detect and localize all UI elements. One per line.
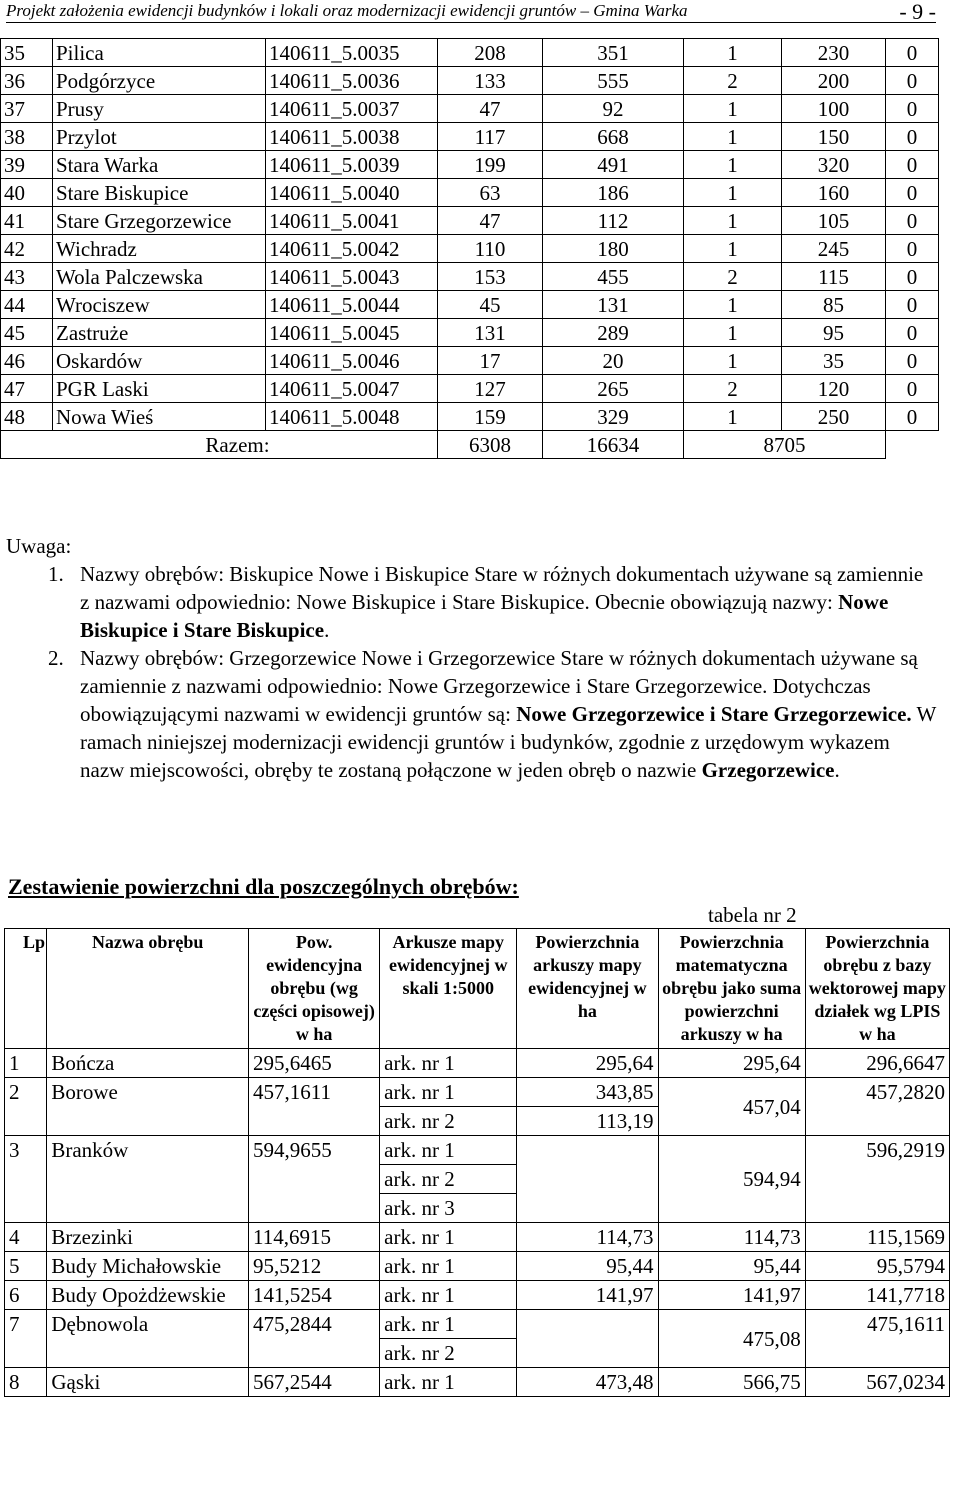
table-cell: 120 xyxy=(782,375,886,403)
table-cell: 0 xyxy=(886,347,939,375)
table-row xyxy=(1,67,939,95)
table-cell: 45 xyxy=(438,291,543,319)
table-cell: 1 xyxy=(684,319,782,347)
table-cell: 38 xyxy=(1,123,53,151)
table-cell: 351 xyxy=(543,39,684,67)
table-row xyxy=(1,319,939,347)
table-cell: 160 xyxy=(782,179,886,207)
table-cell: 329 xyxy=(543,403,684,431)
table-row xyxy=(1,207,939,235)
table-cell: 110 xyxy=(438,235,543,263)
table-cell: 320 xyxy=(782,151,886,179)
table-cell: 47 xyxy=(1,375,53,403)
col-pow: Pow. ewidencyjna obrębu (wg części opisowej) w ha xyxy=(249,929,380,1049)
table-row xyxy=(1,151,939,179)
table-cell: 127 xyxy=(438,375,543,403)
table-row: 2 Borowe 457,1611 ark. nr 1 343,85 457,04 457,2820 xyxy=(5,1078,950,1107)
table-row xyxy=(1,123,939,151)
table-cell: 140611_5.0048 xyxy=(266,403,438,431)
table-cell: 668 xyxy=(543,123,684,151)
table-cell: 92 xyxy=(543,95,684,123)
table-cell: 36 xyxy=(1,67,53,95)
table-cell: 1 xyxy=(684,235,782,263)
table-row: 8 Gąski 567,2544 ark. nr 1 473,48 566,75 567,0234 xyxy=(5,1368,950,1397)
table-cell: 140611_5.0040 xyxy=(266,179,438,207)
table-cell: 63 xyxy=(438,179,543,207)
table-cell: 0 xyxy=(886,179,939,207)
table-cell: 2 xyxy=(684,375,782,403)
col-lp: Lp xyxy=(5,929,47,1049)
table-cell: 140611_5.0038 xyxy=(266,123,438,151)
table-cell: 44 xyxy=(1,291,53,319)
col-pa: Powierzchnia arkuszy mapy ewidencyjnej w ha xyxy=(517,929,658,1049)
table-row xyxy=(1,403,939,431)
table-cell: Stare Biskupice xyxy=(53,179,266,207)
header-title: Projekt założenia ewidencji budynków i lokali oraz modernizacji ewidencji gruntów – Gmina Warka xyxy=(6,1,688,20)
table-cell: 140611_5.0036 xyxy=(266,67,438,95)
table-cell: 17 xyxy=(438,347,543,375)
table-row: 5 Budy Michałowskie 95,5212 ark. nr 1 95,44 95,44 95,5794 xyxy=(5,1252,950,1281)
table-row: 4 Brzezinki 114,6915 ark. nr 1 114,73 114,73 115,1569 xyxy=(5,1223,950,1252)
table-cell: 140611_5.0043 xyxy=(266,263,438,291)
table-cell: 47 xyxy=(438,207,543,235)
table-cell: 555 xyxy=(543,67,684,95)
table-row: ark. nr 3 xyxy=(5,1194,950,1223)
table-cell: 41 xyxy=(1,207,53,235)
table-cell: 131 xyxy=(438,319,543,347)
table-cell: 245 xyxy=(782,235,886,263)
table-cell: 140611_5.0041 xyxy=(266,207,438,235)
table-row: 3 Branków 594,9655 ark. nr 1 594,94 596,2919 xyxy=(5,1136,950,1165)
table-row: ark. nr 2 113,19 xyxy=(5,1107,950,1136)
table-cell: 131 xyxy=(543,291,684,319)
table-cell: 35 xyxy=(1,39,53,67)
table-row: 7 Dębnowola 475,2844 ark. nr 1 475,08 475,1611 xyxy=(5,1310,950,1339)
table-cell: 0 xyxy=(886,207,939,235)
table-cell: 105 xyxy=(782,207,886,235)
table-cell: 115 xyxy=(782,263,886,291)
total-row xyxy=(1,431,939,459)
table-cell: 455 xyxy=(543,263,684,291)
table-cell: Oskardów xyxy=(53,347,266,375)
table-cell: 0 xyxy=(886,235,939,263)
table-cell: Przylot xyxy=(53,123,266,151)
table-cell: 199 xyxy=(438,151,543,179)
table-row xyxy=(1,375,939,403)
notes-heading: Uwaga: xyxy=(6,534,72,558)
table-cell: 186 xyxy=(543,179,684,207)
table-cell: 45 xyxy=(1,319,53,347)
table-cell: 0 xyxy=(886,263,939,291)
table-cell: 140611_5.0044 xyxy=(266,291,438,319)
table-cell: 140611_5.0047 xyxy=(266,375,438,403)
table-cell: 0 xyxy=(886,123,939,151)
table-cell: 250 xyxy=(782,403,886,431)
table-cell: 150 xyxy=(782,123,886,151)
table-cell: 491 xyxy=(543,151,684,179)
table-row xyxy=(1,263,939,291)
table-cell: 2 xyxy=(684,67,782,95)
table-cell: 200 xyxy=(782,67,886,95)
col-name: Nazwa obrębu xyxy=(47,929,249,1049)
table-cell: 0 xyxy=(886,403,939,431)
table-cell: 1 xyxy=(684,39,782,67)
table-row: 6 Budy Opożdżewskie 141,5254 ark. nr 1 141,97 141,97 141,7718 xyxy=(5,1281,950,1310)
table-cell: 42 xyxy=(1,235,53,263)
table-cell: 230 xyxy=(782,39,886,67)
notes xyxy=(6,532,936,784)
table-cell: 289 xyxy=(543,319,684,347)
table-cell: Wrociszew xyxy=(53,291,266,319)
table-cell: Wola Palczewska xyxy=(53,263,266,291)
table-cell: 39 xyxy=(1,151,53,179)
table-cell: 1 xyxy=(684,207,782,235)
table-cell: 48 xyxy=(1,403,53,431)
table-cell: Zastruże xyxy=(53,319,266,347)
table-cell: 43 xyxy=(1,263,53,291)
table-cell: 140611_5.0035 xyxy=(266,39,438,67)
table-cell: 46 xyxy=(1,347,53,375)
table-row xyxy=(1,291,939,319)
table-cell: 180 xyxy=(543,235,684,263)
table-cell: 140611_5.0037 xyxy=(266,95,438,123)
table-cell: 95 xyxy=(782,319,886,347)
table-label: tabela nr 2 xyxy=(708,903,797,927)
table-cell: 0 xyxy=(886,39,939,67)
table-cell: 0 xyxy=(886,95,939,123)
table-cell: 40 xyxy=(1,179,53,207)
table-cell: 140611_5.0045 xyxy=(266,319,438,347)
table-row xyxy=(1,235,939,263)
table-row: 1 Bończa 295,6465 ark. nr 1 295,64 295,64 296,6647 xyxy=(5,1049,950,1078)
table-row xyxy=(1,95,939,123)
table-cell: 117 xyxy=(438,123,543,151)
table-cell: 20 xyxy=(543,347,684,375)
page-header xyxy=(6,0,936,23)
table-cell: 0 xyxy=(886,291,939,319)
table-cell: 208 xyxy=(438,39,543,67)
table-cell: 1 xyxy=(684,179,782,207)
table-cell: 0 xyxy=(886,319,939,347)
table-row xyxy=(1,39,939,67)
table-row xyxy=(1,179,939,207)
area-table xyxy=(4,928,950,1397)
area-table-header xyxy=(5,929,950,1049)
note-1: 1. Nazwy obrębów: Biskupice Nowe i Biskupice Stare w różnych dokumentach używane są zamiennie z nazwami odpowiednio: Nowe Biskupice i Stare Biskupice. Obecnie obowiązują nazwy: Nowe Biskupice i Stare Biskupice. xyxy=(48,562,924,642)
total-2: 16634 xyxy=(543,431,684,459)
table-cell: 1 xyxy=(684,291,782,319)
table-cell: PGR Laski xyxy=(53,375,266,403)
table-cell: 100 xyxy=(782,95,886,123)
col-pm: Powierzchnia matematyczna obrębu jako suma powierzchni arkuszy w ha xyxy=(658,929,805,1049)
table-cell: 0 xyxy=(886,67,939,95)
table-cell: 265 xyxy=(543,375,684,403)
total-label: Razem: xyxy=(1,431,438,459)
page-number: - 9 - xyxy=(899,0,936,24)
note-2: 2. Nazwy obrębów: Grzegorzewice Nowe i Grzegorzewice Stare w różnych dokumentach używane są zamiennie z nazwami odpowiednio: Nowe Grzegorzewice i Stare Grzegorzewice. Dotychczas obowiązującymi nazwami w ewidencji gruntów są: Nowe Grzegorzewice i Stare Grzegorzewice. W ramach niniejszej modernizacji ewidencji gruntów i budynków, zgodnie z urzędowym wykazem nazw miejscowości, obręby te zostaną połączone w jeden obręb o nazwie Grzegorzewice. xyxy=(48,646,936,782)
table-cell: 140611_5.0046 xyxy=(266,347,438,375)
table-cell: Stare Grzegorzewice xyxy=(53,207,266,235)
table-cell: 1 xyxy=(684,403,782,431)
table-cell: 153 xyxy=(438,263,543,291)
table-cell: 47 xyxy=(438,95,543,123)
table-cell: 112 xyxy=(543,207,684,235)
table-cell: Nowa Wieś xyxy=(53,403,266,431)
table-row: ark. nr 2 xyxy=(5,1339,950,1368)
table-cell: 1 xyxy=(684,151,782,179)
total-3: 8705 xyxy=(684,431,886,459)
table-cell: 1 xyxy=(684,347,782,375)
table-cell: 140611_5.0039 xyxy=(266,151,438,179)
total-1: 6308 xyxy=(438,431,543,459)
table-cell: 37 xyxy=(1,95,53,123)
table-cell: Wichradz xyxy=(53,235,266,263)
table-cell: 35 xyxy=(782,347,886,375)
table-cell: 0 xyxy=(886,151,939,179)
table-cell: 2 xyxy=(684,263,782,291)
table-cell: Pilica xyxy=(53,39,266,67)
col-ark: Arkusze mapy ewidencyjnej w skali 1:5000 xyxy=(380,929,517,1049)
table-cell: 140611_5.0042 xyxy=(266,235,438,263)
table-cell: Podgórzyce xyxy=(53,67,266,95)
table-row: ark. nr 2 xyxy=(5,1165,950,1194)
table-row xyxy=(1,347,939,375)
table-cell: Stara Warka xyxy=(53,151,266,179)
table-cell: 0 xyxy=(886,375,939,403)
section-title: Zestawienie powierzchni dla poszczególnych obrębów: xyxy=(8,874,519,899)
table-cell: 1 xyxy=(684,95,782,123)
col-pl: Powierzchnia obrębu z bazy wektorowej mapy działek wg LPIS w ha xyxy=(805,929,949,1049)
obreby-table xyxy=(0,38,939,459)
table-cell: Prusy xyxy=(53,95,266,123)
table-cell: 85 xyxy=(782,291,886,319)
table-cell: 1 xyxy=(684,123,782,151)
table-cell: 133 xyxy=(438,67,543,95)
table-cell: 159 xyxy=(438,403,543,431)
